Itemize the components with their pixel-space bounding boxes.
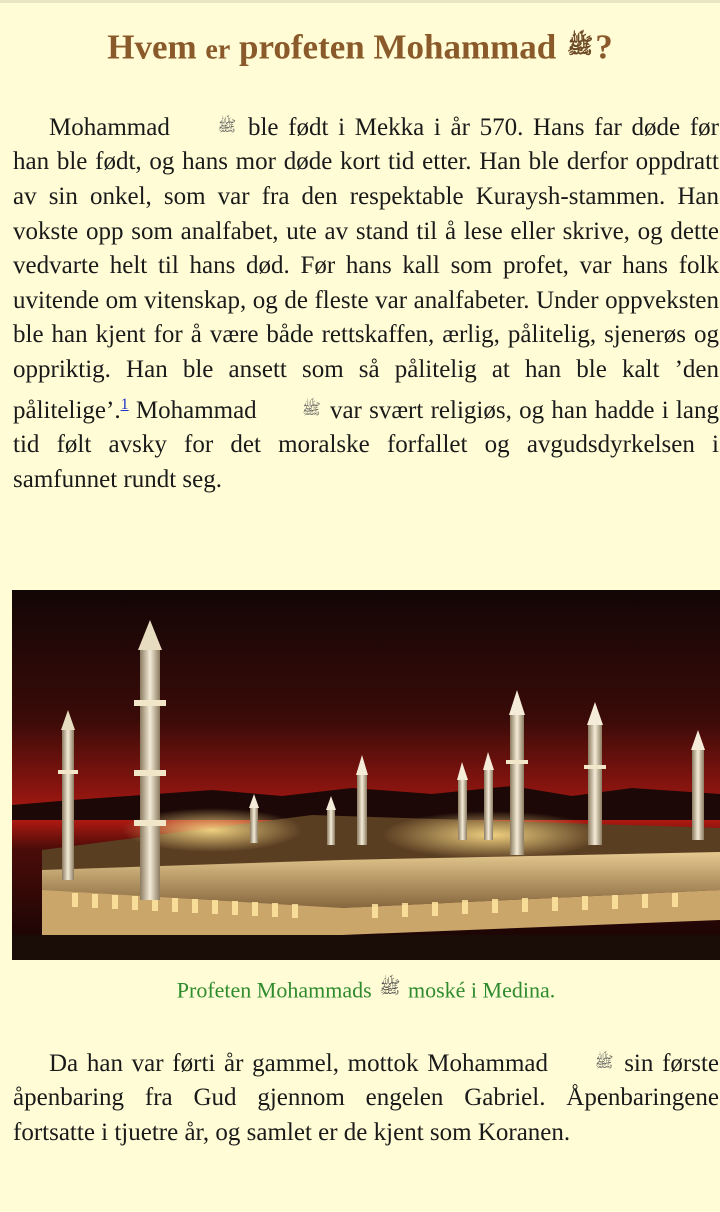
- intro-text-1: Mohammad: [49, 113, 180, 141]
- page-title: [0, 22, 720, 75]
- intro-text-4: var svært religiøs, og han hadde i lang tid følt avsky for det moralske forfallet og avgudsdyrkelsen i samfunnet rundt seg.: [13, 396, 719, 493]
- caption-text-2: moské i Medina.: [402, 977, 556, 1003]
- title-text-4: ?: [595, 27, 613, 67]
- intro-text-3: Mohammad: [128, 396, 264, 424]
- salawat-icon: ﷺ: [217, 117, 237, 135]
- top-border: [0, 0, 720, 3]
- title-text-3: profeten Mohammad: [230, 27, 566, 67]
- mosque-photo: [12, 590, 720, 960]
- caption-text-1: Profeten Mohammads: [176, 977, 378, 1003]
- intro-text-2: ble født i Mekka i år 570. Hans far døde før han ble født, og hans mor døde kort tid etter. Han ble derfor oppdratt av sin onkel, som var fra den respektable Kuraysh-stammen. Han vokste opp som analfabet, ute av stand til å lese eller skrive, og dette vedvarte helt til hans død. Før hans kall som profet, var hans folk uvitende om vitenskap, og de fleste var analfabeter. Under oppveksten ble han kjent for å være både rettskaffen, ærlig, pålitelig, sjenerøs og oppriktig. Han ble ansett som så pålitelig at han ble kalt ’den pålitelige’.: [13, 113, 719, 424]
- salawat-icon: ﷺ: [594, 1053, 614, 1071]
- revelation-paragraph: [13, 1045, 719, 1151]
- footnote-link[interactable]: 1: [120, 395, 129, 413]
- salawat-icon: ﷺ: [301, 399, 321, 418]
- title-text-2: er: [205, 34, 231, 66]
- salawat-icon: ﷺ: [567, 34, 594, 59]
- salawat-icon: ﷺ: [379, 978, 401, 998]
- revelation-text-1: Da han var førti år gammel, mottok Mohammad: [49, 1049, 557, 1077]
- mosque-illustration: [12, 590, 720, 960]
- intro-paragraph: [13, 109, 719, 497]
- photo-caption: [0, 973, 720, 1005]
- revelation-text-2: sin første åpenbaring fra Gud gjennom engelen Gabriel. Åpenbaringene fortsatte i tjuetre år, og samlet er de kjent som Koranen.: [13, 1049, 719, 1147]
- title-text-1: Hvem: [107, 27, 206, 67]
